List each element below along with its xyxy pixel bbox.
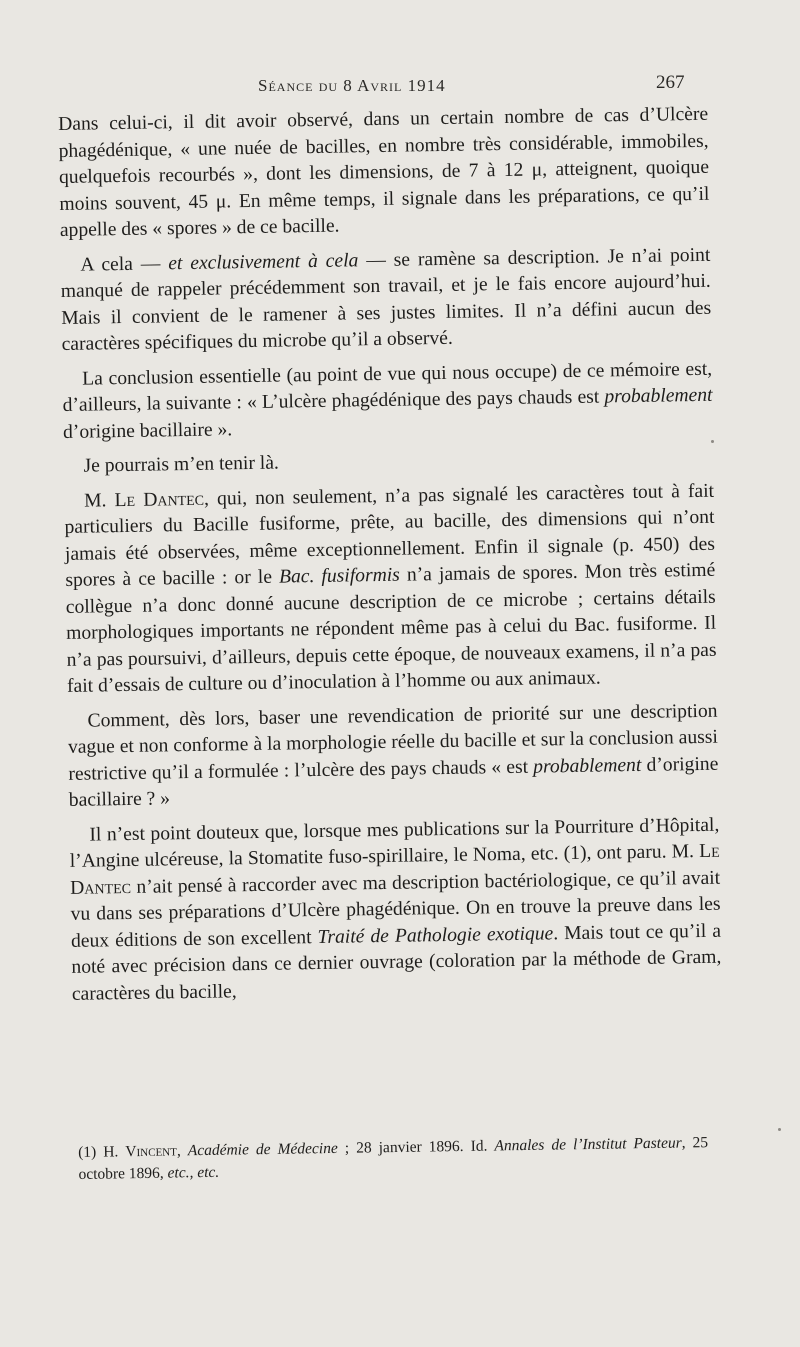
text-span: (1) H. bbox=[78, 1143, 126, 1161]
page-number: 267 bbox=[656, 72, 685, 93]
italic-span: Traité de Pathologie exotique bbox=[317, 922, 554, 948]
text-span: Dans celui-ci, il dit avoir observé, dans un certain nombre de cas d’Ulcère phagédénique, « une nuée de bacilles, en nombre très considérable, immobiles, quelquefois recourbés », dont les dimensions, de 7 à 12 μ, atteignent, quoique moins souvent, 45 μ. En même temps, il signale dans les préparations, ce qu’il appelle des « spores » de ce bacille. bbox=[58, 103, 710, 241]
text-span: La conclusion essentielle (au point de vue qui nous occupe) de ce mémoire est, d’ailleurs, la suivante : « L’ulcère phagédénique des pays chauds est bbox=[62, 358, 713, 416]
text-span: ; 28 janvier 1896. Id. bbox=[337, 1137, 495, 1157]
small-caps-name: Le Dantec bbox=[70, 840, 720, 899]
text-span: Je pourrais m’en tenir là. bbox=[83, 452, 280, 477]
paragraph-1 bbox=[58, 102, 710, 245]
paragraph-6 bbox=[67, 698, 719, 814]
text-span: — se ramène sa description. Je n’ai point manqué de rappeler précédemment son travail, et je le fais encore aujourd’hui. Mais il convient de le ramener à ses justes limites. Il n’a défini aucun des caractères spécifiques du microbe qu’il a observé. bbox=[60, 244, 712, 355]
paragraph-2 bbox=[60, 242, 712, 358]
body-text bbox=[58, 102, 722, 1016]
paper-speck bbox=[711, 440, 714, 443]
text-span: Il n’est point douteux que, lorsque mes publications sur la Pourriture d’Hôpital, l’Angine ulcéreuse, la Stomatite fuso-spirillaire, le Noma, etc. (1), ont paru. M. bbox=[69, 814, 720, 872]
text-span: A cela — bbox=[80, 252, 169, 276]
text-span: Comment, dès lors, baser une revendication de priorité sur une description vague et non conforme à la morphologie réelle du bacille et sur la conclusion aussi restrictive qu’il a formulée : l’ulcère des pays chauds « est bbox=[67, 700, 719, 785]
text-span: , bbox=[176, 1142, 188, 1160]
paragraph-7 bbox=[69, 812, 722, 1008]
text-span: , qui, non seulement, n’a pas signalé les caractères tout à fait particuliers du Bacille fusiforme, prête, au bacille, des dimensions qui n’ont jamais été observées, même exceptionnellement. Enfin il signale (p. 450) des spores à ce bacille : or le bbox=[64, 480, 716, 591]
paragraph-3 bbox=[62, 356, 713, 446]
italic-span: probablement bbox=[533, 754, 642, 778]
italic-span: Annales de l’Institut Pasteur bbox=[494, 1134, 682, 1155]
italic-span: et exclusivement à cela bbox=[168, 249, 359, 274]
italic-span: probablement bbox=[604, 384, 713, 408]
text-span: . Mais tout ce qu’il a noté avec précision dans ce dernier ouvrage (coloration par la méthode de Gram, caractères du bacille, bbox=[71, 920, 722, 1005]
footnote-text bbox=[78, 1132, 709, 1186]
small-caps-name: Le Dantec bbox=[114, 488, 205, 511]
text-span: , 25 octobre 1896, bbox=[78, 1134, 709, 1183]
paper-speck bbox=[778, 1128, 781, 1131]
text-span: d’origine bacillaire ». bbox=[62, 418, 233, 443]
footnote bbox=[78, 1132, 709, 1186]
page-header bbox=[0, 72, 800, 102]
small-caps-name: Vincent bbox=[125, 1142, 178, 1161]
italic-span: etc., etc. bbox=[167, 1163, 220, 1182]
text-span: d’origine bacillaire ? » bbox=[68, 753, 719, 811]
paragraph-5 bbox=[64, 478, 717, 700]
text-span: n’a jamais de spores. Mon très estimé collègue n’a donc donné aucune description de ce microbe ; certains détails morphologiques importants ne répondent même pas à celui du Bac. fusiforme. Il n’a pas poursuivi, d’ailleurs, depuis cette époque, de nouveaux examens, il n’a pas fait d’essais de culture ou d’inoculation à l’homme ou aux animaux. bbox=[65, 559, 717, 697]
text-span: M. bbox=[83, 489, 115, 512]
paragraph-4 bbox=[63, 444, 713, 481]
italic-span: Académie de Médecine bbox=[187, 1139, 338, 1160]
text-span: n’ait pensé à raccorder avec ma description bactériologique, ce qu’il avait vu dans ses préparations d’Ulcère phagédénique. On en trouve la preuve dans les deux éditions de son excellent bbox=[70, 867, 721, 952]
running-title: Séance du 8 Avril 1914 bbox=[258, 76, 446, 95]
italic-span: Bac. fusiformis bbox=[278, 564, 400, 588]
